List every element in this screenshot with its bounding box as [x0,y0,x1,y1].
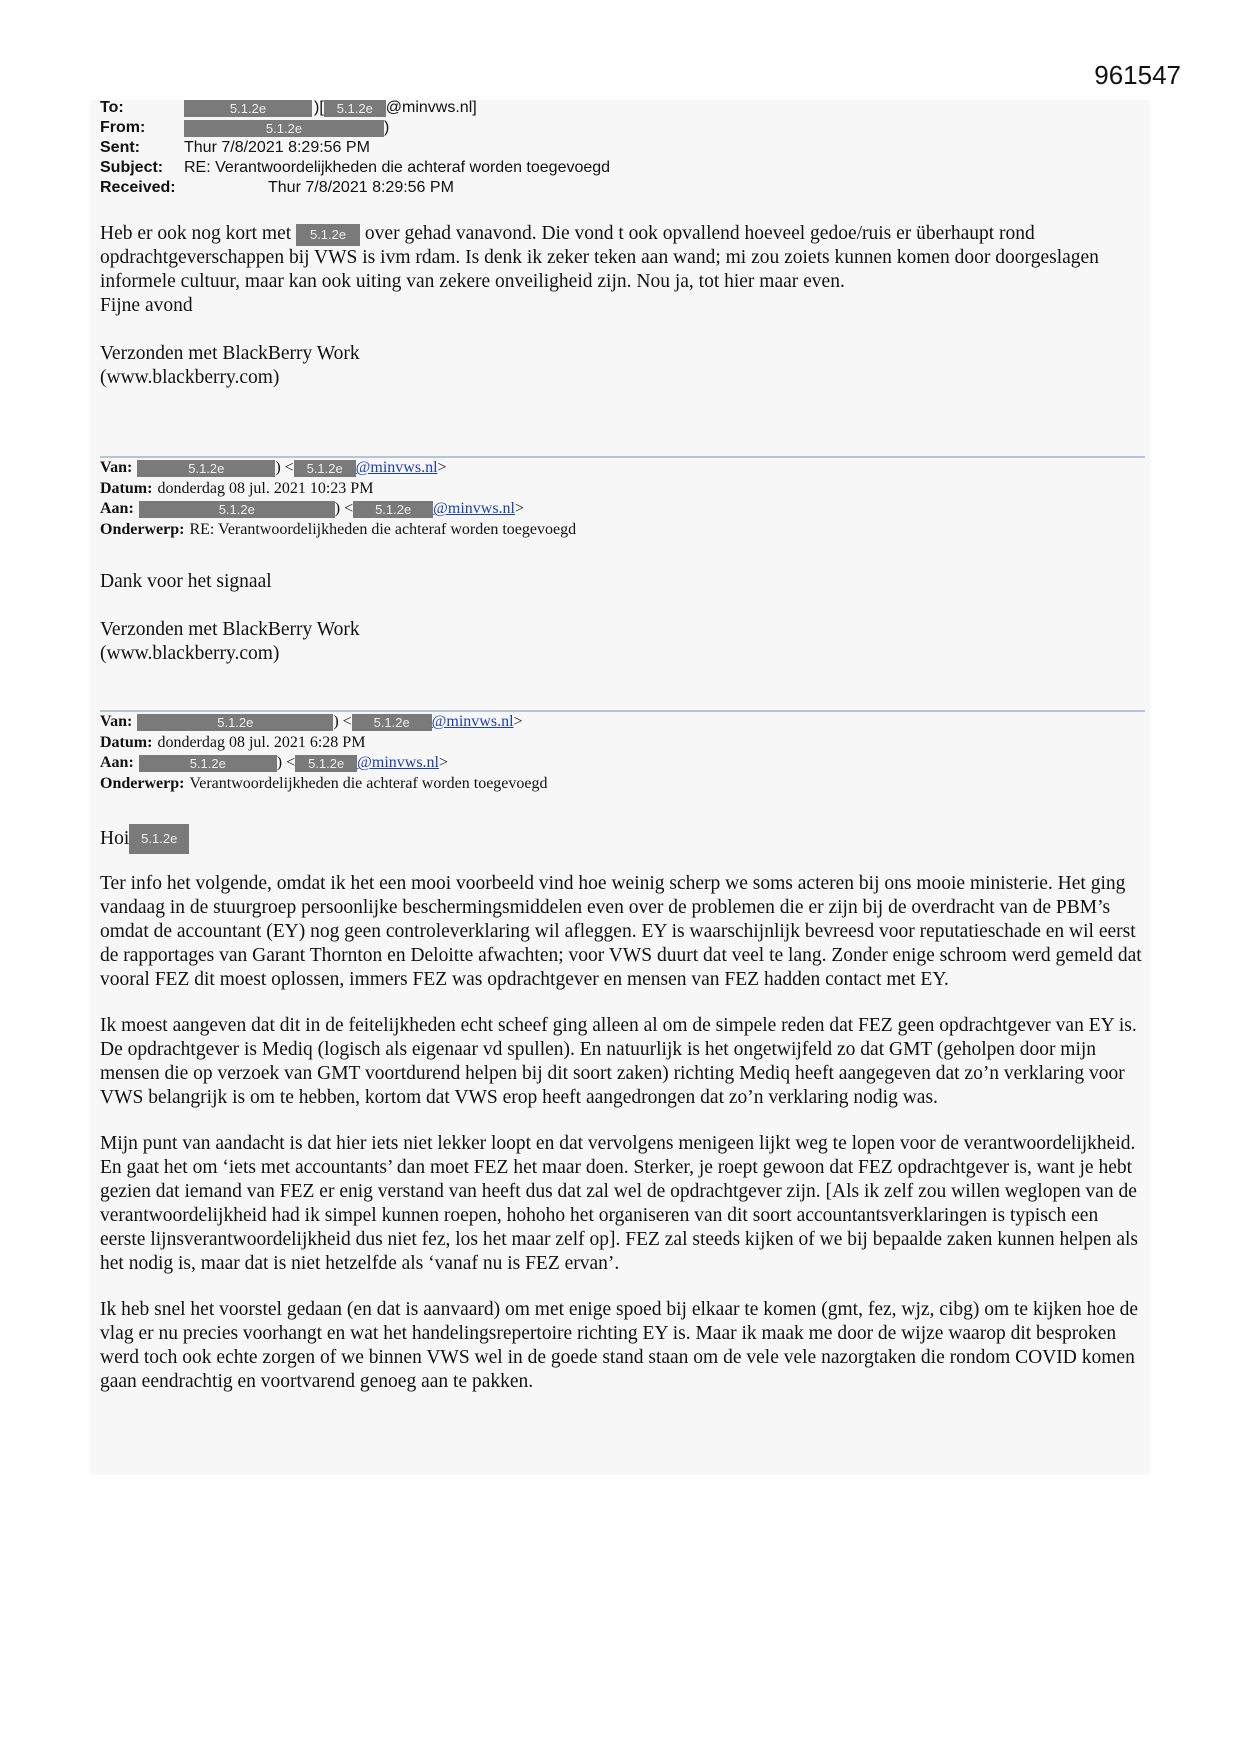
redaction-box: 5.1.2e [137,714,333,731]
message-text: over gehad vanavond. Die vond t ook opvallend hoeveel [364,223,806,244]
datum-label: Datum: [100,733,153,751]
paragraph: Ter info het volgende, omdat ik het een mooi voorbeeld vind hoe weinig scherp we soms acteren bij ons mooie ministerie. Het ging vandaag in de stuurgroep persoonlijke beschermingsmiddelen even over de problemen die er zijn bij de overdracht van de PBM’s omdat de accountant (EY) nog geen controleverklaring wil afleggen. EY is waarschijnlijk bevreesd voor reputatieschade en wil eerst de rapportages van Garant Thornton en Deloitte afwachten; voor VWS duurt dat veel te lang. Zonder enige schroom werd gemeld dat vooral FEZ dit moest oplossen, immers FEZ was opdrachtgever en mensen van FEZ hadden contact met EY. [100,873,1142,990]
bracket: > [515,500,525,518]
paragraph: Ik heb snel het voorstel gedaan (en dat is aanvaard) om met enige spoed bij elkaar te komen (gmt, fez, wjz, cibg) om te kijken hoe de vlag er nu precies voorhangt en wat het handelingsrepertoire richting EY is. Maar ik maak me door de wijze waarop dit besproken werd toch ook echte zorgen of we binnen VWS wel in de goede stand staan om de vele vele nazorgtaken die rondom COVID komen gaan eendrachtig en voortvarend genoeg aan te pakken. [100,1299,1139,1392]
van-label: Van: [100,459,133,477]
separator: ) < [275,459,294,477]
onderwerp-value: RE: Verantwoordelijkheden die achteraf worden toegevoegd [189,520,577,538]
subject-label: Subject: [100,159,164,176]
separator: ) < [333,713,352,731]
signature-url: (www.blackberry.com) [100,367,280,388]
bracket: > [437,459,447,477]
email-link[interactable]: @minvws.nl [431,713,514,731]
redaction-box: 5.1.2e [184,100,312,117]
message-text: Dank voor het signaal [100,571,272,592]
message-text: Heb er ook nog kort met [100,223,292,244]
email-link[interactable]: @minvws.nl [355,459,438,477]
onderwerp-label: Onderwerp: [100,520,185,538]
received-value: Thur 7/8/2021 8:29:56 PM [268,179,454,196]
redaction-box: 5.1.2e [184,120,384,137]
redaction-box: 5.1.2e [296,224,360,246]
redaction-box: 5.1.2e [139,755,277,772]
redaction-box: 5.1.2e [295,755,357,772]
to-domain: @minvws.nl] [385,99,477,116]
email-link[interactable]: @minvws.nl [433,500,515,518]
redaction-box: 5.1.2e [352,714,432,731]
aan-label: Aan: [100,500,134,518]
greeting-text: Hoi [100,828,130,849]
redaction-box: 5.1.2e [353,501,433,518]
paragraph: Ik moest aangeven dat dit in de feitelijkheden echt scheef ging alleen al om de simpele reden dat FEZ geen opdrachtgever van EY is. De opdrachtgever is Mediq (logisch als eigenaar vd spullen). En natuurlijk is het ongetwijfeld zo dat GMT (geholpen door mijn mensen die op verzoek van GMT voortdurend helpen bij dit soort zaken) richting Mediq heeft aangegeven dat zo’n verklaring voor VWS belangrijk is om te hebben, kortom dat VWS erop heeft aangedrongen dat zo’n verklaring nodig was. [100,1015,1137,1108]
signature-line: Verzonden met BlackBerry Work [100,619,360,640]
onderwerp-label: Onderwerp: [100,774,185,792]
datum-value: donderdag 08 jul. 2021 10:23 PM [157,479,374,497]
email-link[interactable]: @minvws.nl [357,754,439,772]
datum-label: Datum: [100,479,153,497]
redaction-box: 5.1.2e [139,501,335,518]
aan-label: Aan: [100,754,134,772]
message-body [100,822,1145,1394]
separator: ) < [276,754,296,772]
datum-value: donderdag 08 jul. 2021 6:28 PM [157,733,366,751]
subject-value: RE: Verantwoordelijkheden die achteraf worden toegevoegd [184,159,611,176]
closing-text: Fijne avond [100,295,193,316]
document-number: 961547 [1094,60,1181,90]
paragraph: Mijn punt van aandacht is dat hier iets niet lekker loopt en dat vervolgens menigeen lijkt weg te lopen voor de verantwoordelijkheid. En gaat het om ‘iets met accountants’ dan moet FEZ het maar doen. Sterker, je roept gewoon dat FEZ opdrachtgever is, want je hebt gezien dat iemand van FEZ er enig verstand van heeft dus dat zal wel de opdrachtgever zijn. [Als ik zelf zou willen weglopen van de verantwoordelijkheid had ik simpel kunnen roepen, hohoho het organiseren van dit soort accountantsverklaringen is typisch een eerste lijnsverantwoordelijkheid dus niet fez, los het maar zelf op]. FEZ zal steeds kijken of we bij bepaalde zaken kunnen helpen als het nodig is, maar dat is niet hetzelfde als ‘vanaf nu is FEZ ervan’. [100,1133,1139,1274]
sent-label: Sent: [100,139,140,156]
signature-url: (www.blackberry.com) [100,643,280,664]
onderwerp-value: Verantwoordelijkheden die achteraf worden toegevoegd [189,774,548,792]
from-label: From: [100,119,146,136]
redaction-box: 5.1.2e [129,824,189,854]
email-header [100,98,610,198]
signature-line: Verzonden met BlackBerry Work [100,343,360,364]
redaction-box: 5.1.2e [294,460,356,477]
separator: ) < [334,500,354,518]
redaction-box: 5.1.2e [137,460,275,477]
bracket: > [513,713,523,731]
redaction-box: 5.1.2e [324,100,386,117]
van-label: Van: [100,713,133,731]
forward-header [100,458,1145,540]
message-body [100,570,1145,666]
message-body [100,222,1145,390]
to-label: To: [100,99,124,116]
to-separator: )[ [314,99,324,116]
sent-value: Thur 7/8/2021 8:29:56 PM [184,139,370,156]
received-label: Received: [100,179,176,196]
from-close: ) [384,119,390,136]
bracket: > [439,754,449,772]
forward-header [100,712,1145,794]
message-text: gedoe/ruis er überhaupt rond opdrachtgeverschappen bij VWS is ivm rdam. Is denk ik zeker teken aan wand; mi zou zoiets kunnen komen door doorgeslagen informele cultuur, maar kan ook uiting van zekere onveiligheid zijn. Nou ja, tot hier maar even. [100,223,1099,292]
